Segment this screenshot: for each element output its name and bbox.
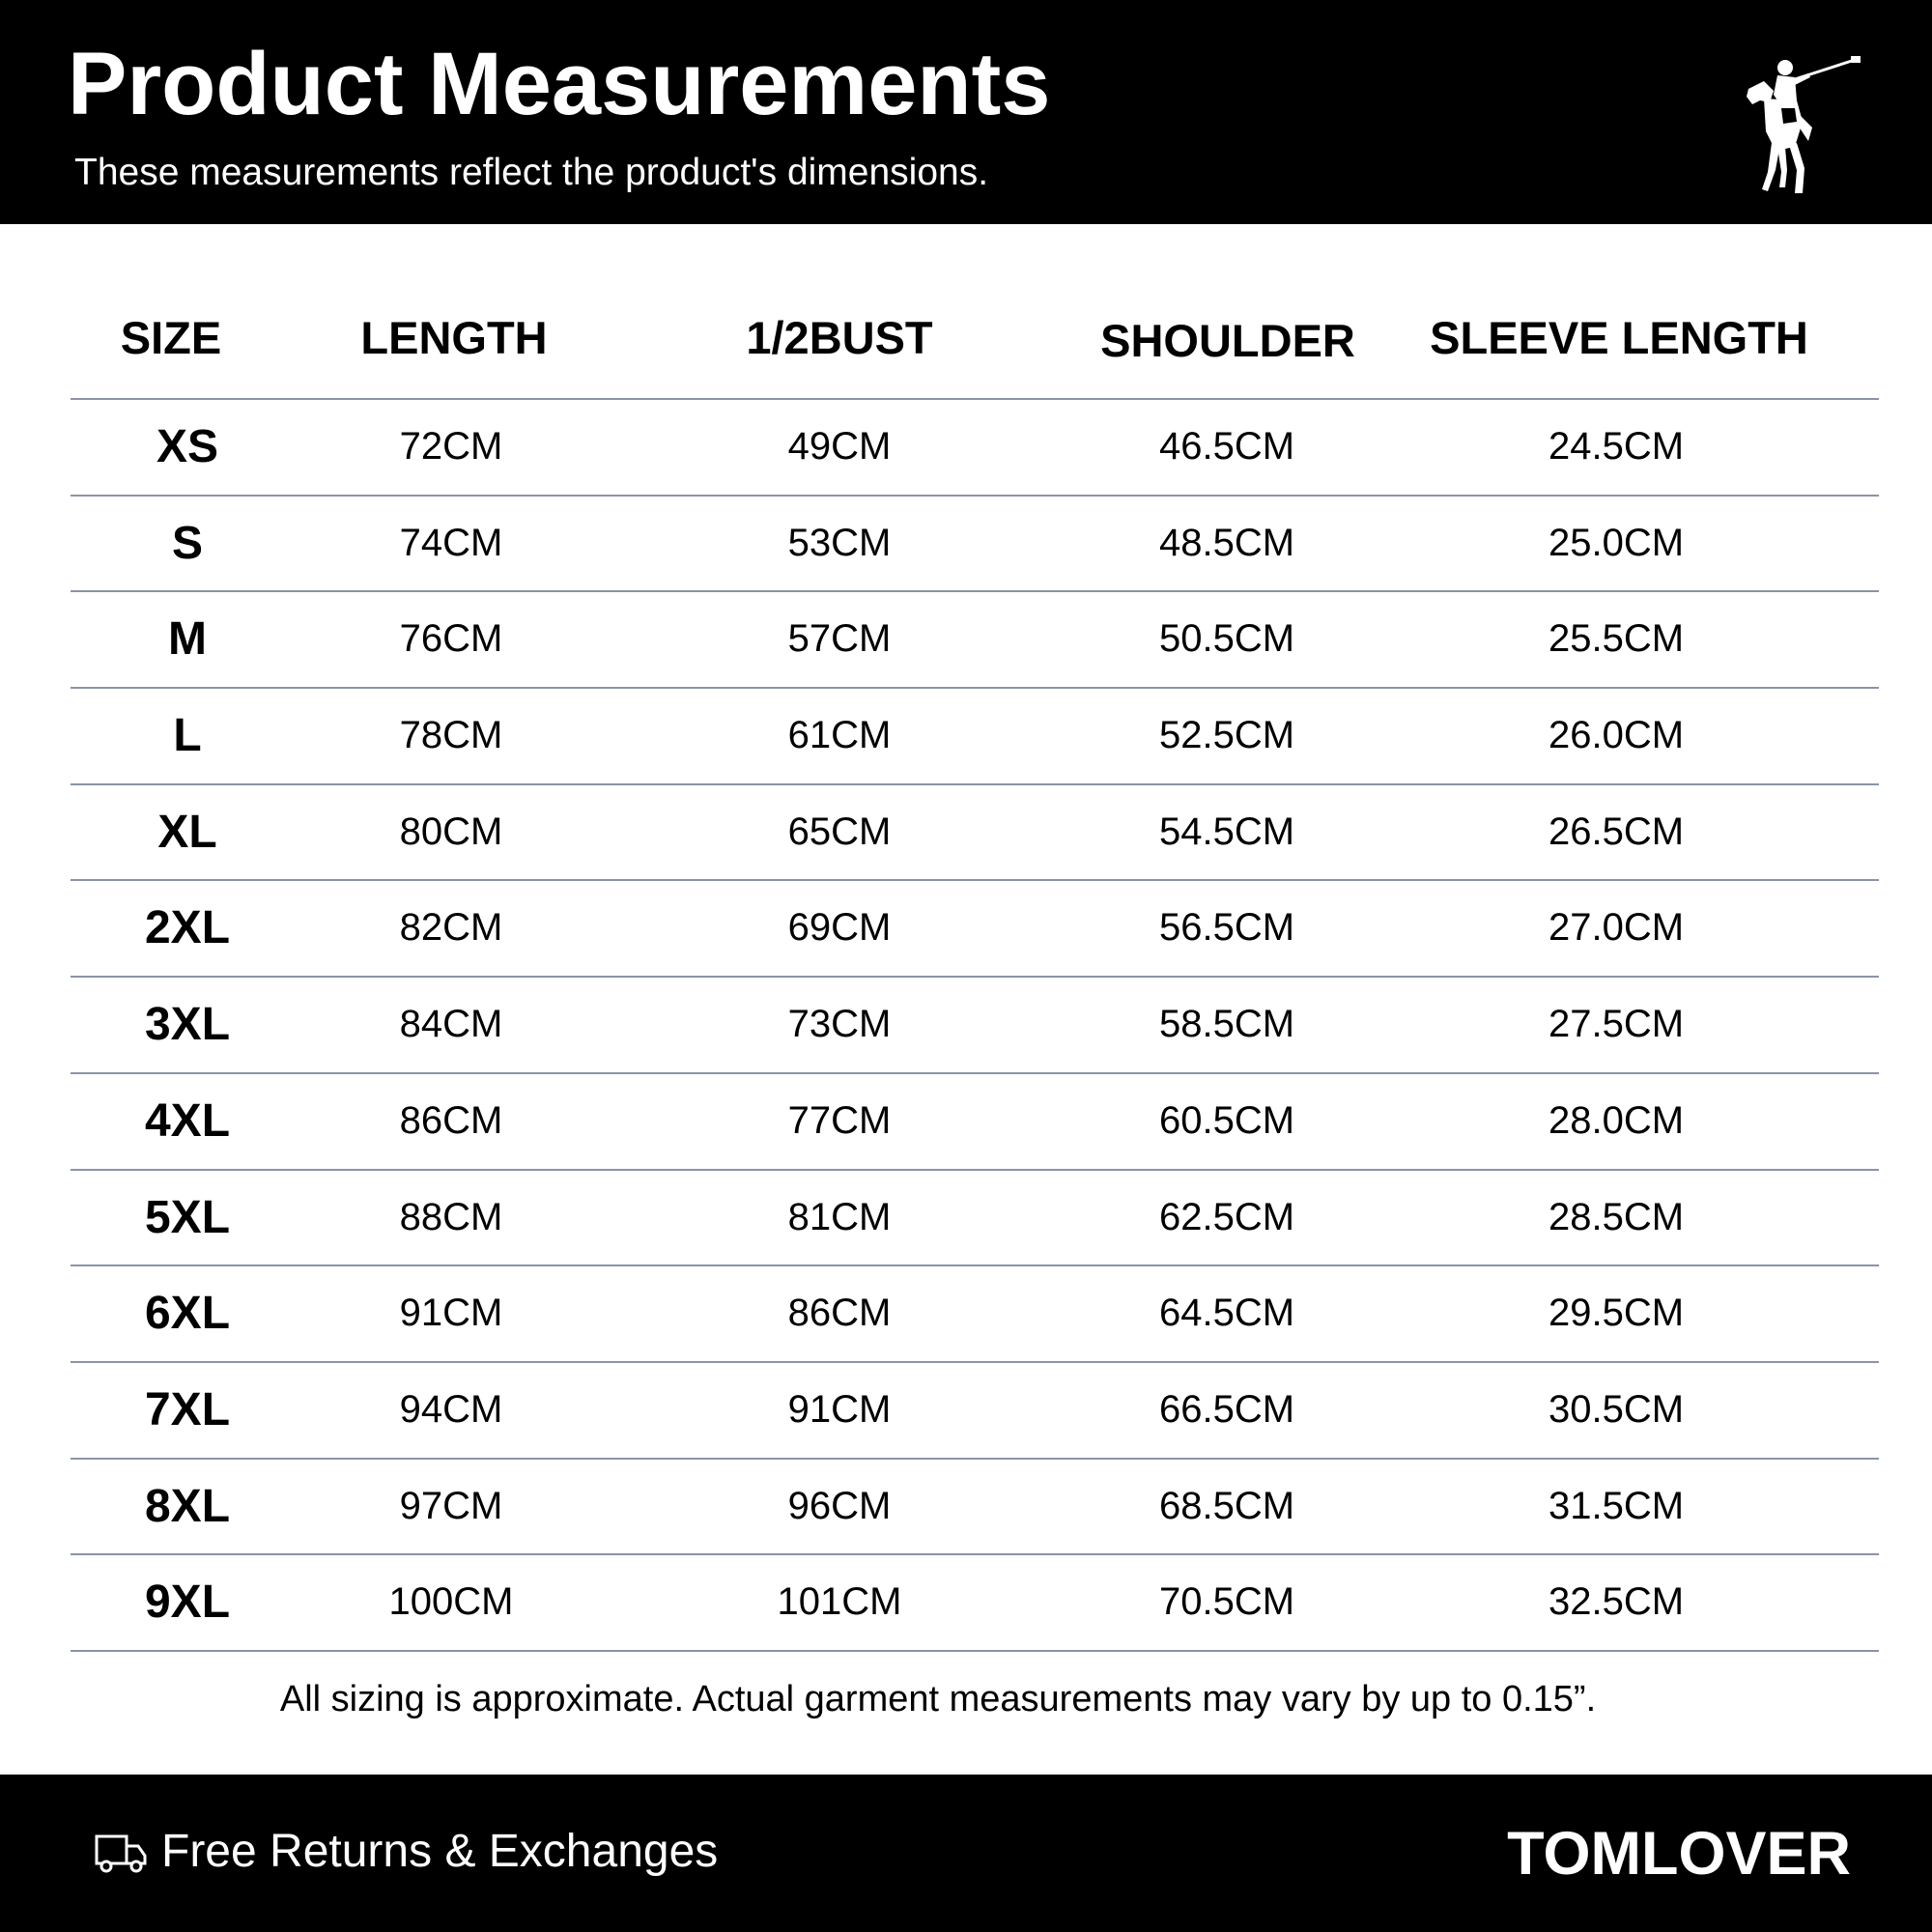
cell-shoulder: 48.5CM [1158,521,1295,564]
table-row [71,881,1879,978]
table-row [71,1266,1879,1363]
cell-shoulder: 52.5CM [1158,714,1295,757]
cell-length: 94CM [399,1387,503,1431]
table-row [71,689,1879,785]
header-banner [0,0,1932,224]
cell-size: 5XL [144,1191,231,1243]
brand-name: TOMLOVER [1507,1820,1851,1888]
column-header-sleeve-length: SLEEVE LENGTH [1430,312,1808,363]
cell-size: S [171,517,204,569]
cell-half-bust: 73CM [787,1003,892,1046]
column-header-shoulder: SHOULDER [1100,315,1355,366]
cell-sleeve-length: 28.0CM [1548,1098,1685,1142]
cell-shoulder: 60.5CM [1158,1098,1295,1142]
cell-half-bust: 65CM [787,810,892,853]
sizing-disclaimer-text: All sizing is approximate. Actual garment measurements may vary by up to 0.15”. [279,1679,1597,1719]
cell-half-bust: 81CM [787,1195,892,1238]
cell-sleeve-length: 30.5CM [1548,1387,1685,1431]
page-title: Product Measurements [68,35,1051,133]
cell-length: 91CM [399,1292,503,1335]
cell-shoulder: 66.5CM [1158,1387,1295,1431]
table-body [71,400,1879,1652]
table-row [71,1171,1879,1267]
table-row [71,400,1879,497]
cell-sleeve-length: 32.5CM [1548,1580,1685,1624]
free-returns-label: Free Returns & Exchanges [161,1826,719,1877]
cell-sleeve-length: 26.0CM [1548,714,1685,757]
table-row [71,1363,1879,1460]
cell-half-bust: 53CM [787,521,892,564]
footer-banner [0,1775,1932,1932]
cell-length: 78CM [399,714,503,757]
cell-length: 82CM [399,906,503,950]
cell-shoulder: 68.5CM [1158,1484,1295,1527]
cell-size: 3XL [144,999,231,1051]
cell-sleeve-length: 25.0CM [1548,521,1685,564]
cell-shoulder: 50.5CM [1158,617,1295,661]
column-header-size: SIZE [120,312,222,363]
cell-length: 76CM [399,617,503,661]
cell-size: 7XL [144,1383,231,1435]
cell-length: 86CM [399,1098,503,1142]
cell-half-bust: 69CM [787,906,892,950]
cell-size: XL [157,806,217,858]
table-row [71,978,1879,1074]
cell-length: 74CM [399,521,503,564]
table-row [71,1460,1879,1556]
cell-half-bust: 49CM [787,425,892,468]
cell-size: 6XL [144,1288,231,1340]
table-header-row [71,280,1879,400]
cell-size: 8XL [144,1480,231,1532]
table-row [71,785,1879,882]
cell-half-bust: 61CM [787,714,892,757]
cell-length: 100CM [388,1580,514,1624]
cell-length: 88CM [399,1195,503,1238]
cell-shoulder: 64.5CM [1158,1292,1295,1335]
cell-half-bust: 96CM [787,1484,892,1527]
cell-length: 80CM [399,810,503,853]
page-subtitle: These measurements reflect the product's dimensions. [74,152,989,193]
cell-length: 97CM [399,1484,503,1527]
cell-shoulder: 56.5CM [1158,906,1295,950]
cell-sleeve-length: 27.0CM [1548,906,1685,950]
polo-horse-rider-logo-icon [1739,46,1864,201]
cell-shoulder: 54.5CM [1158,810,1295,853]
cell-size: 4XL [144,1094,231,1147]
cell-size: XS [156,421,219,472]
cell-sleeve-length: 29.5CM [1548,1292,1685,1335]
cell-length: 72CM [399,425,503,468]
cell-shoulder: 46.5CM [1158,425,1295,468]
cell-shoulder: 70.5CM [1158,1580,1295,1624]
cell-sleeve-length: 28.5CM [1548,1195,1685,1238]
column-header-length: LENGTH [360,312,548,363]
table-row [71,592,1879,689]
cell-half-bust: 86CM [787,1292,892,1335]
cell-sleeve-length: 24.5CM [1548,425,1685,468]
cell-half-bust: 57CM [787,617,892,661]
cell-sleeve-length: 25.5CM [1548,617,1685,661]
cell-shoulder: 62.5CM [1158,1195,1295,1238]
cell-size: 9XL [144,1577,231,1629]
table-row [71,1555,1879,1652]
cell-sleeve-length: 26.5CM [1548,810,1685,853]
measurement-table [71,280,1879,1652]
cell-sleeve-length: 31.5CM [1548,1484,1685,1527]
cell-shoulder: 58.5CM [1158,1003,1295,1046]
cell-sleeve-length: 27.5CM [1548,1003,1685,1046]
sizing-disclaimer [0,1675,1932,1723]
table-row [71,1074,1879,1171]
cell-half-bust: 91CM [787,1387,892,1431]
cell-length: 84CM [399,1003,503,1046]
cell-size: M [168,613,207,666]
cell-half-bust: 77CM [787,1098,892,1142]
cell-half-bust: 101CM [777,1580,902,1624]
cell-size: L [173,710,202,762]
table-row [71,497,1879,593]
column-header-half-bust: 1/2BUST [746,312,933,363]
delivery-truck-icon [94,1829,148,1875]
cell-size: 2XL [144,902,231,954]
